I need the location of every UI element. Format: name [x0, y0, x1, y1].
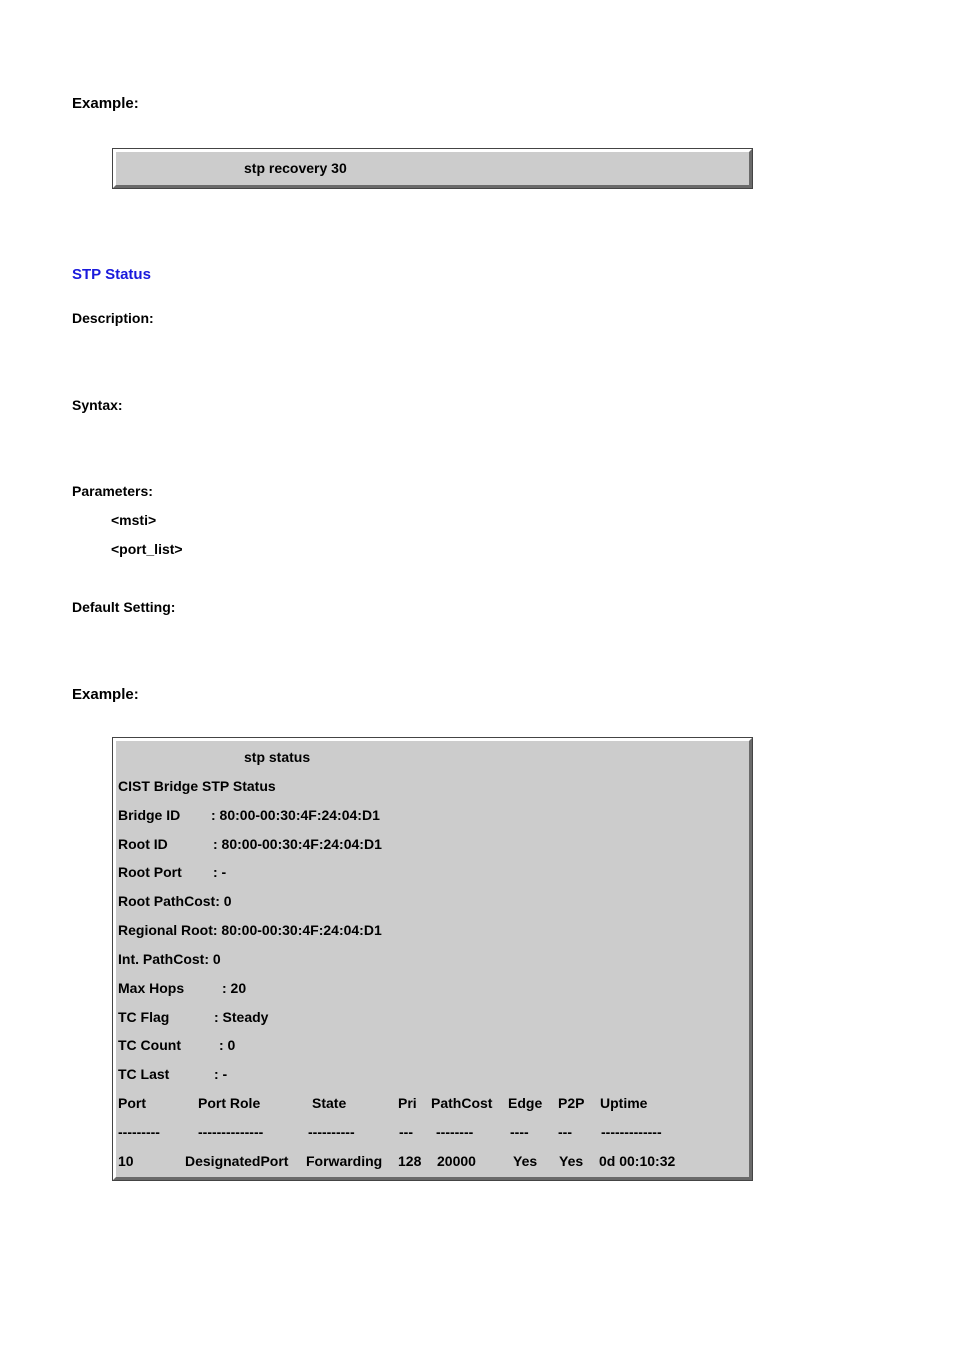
- section-title: STP Status: [72, 266, 151, 283]
- regional-root: Regional Root: 80:00-00:30:4F:24:04:D1: [118, 922, 382, 938]
- tc-last-value: : -: [214, 1066, 228, 1082]
- cell-port-role: DesignatedPort: [185, 1153, 289, 1169]
- col-uptime: Uptime: [600, 1095, 648, 1111]
- cell-port: 10: [118, 1153, 134, 1169]
- cell-uptime: 0d 00:10:32: [599, 1153, 676, 1169]
- col-port-role: Port Role: [198, 1095, 261, 1111]
- root-pathcost: Root PathCost: 0: [118, 893, 232, 909]
- tc-flag-key: TC Flag: [118, 1009, 170, 1025]
- max-hops-value: : 20: [222, 980, 247, 996]
- dash-port: ---------: [118, 1124, 160, 1140]
- command-output-box: [113, 738, 752, 1180]
- col-p2p: P2P: [558, 1095, 585, 1111]
- col-pathcost: PathCost: [431, 1095, 493, 1111]
- description-label: Description:: [72, 310, 154, 326]
- command-text: stp recovery 30: [244, 160, 347, 176]
- root-id-value: : 80:00-00:30:4F:24:04:D1: [213, 836, 382, 852]
- parameter-port-list: <port_list>: [111, 541, 183, 557]
- default-setting-label: Default Setting:: [72, 599, 176, 615]
- tc-flag-value: : Steady: [214, 1009, 269, 1025]
- col-edge: Edge: [508, 1095, 543, 1111]
- bridge-id-value: : 80:00-00:30:4F:24:04:D1: [211, 807, 380, 823]
- dash-port-role: --------------: [198, 1124, 264, 1140]
- dash-uptime: -------------: [601, 1124, 662, 1140]
- syntax-label: Syntax:: [72, 397, 123, 413]
- root-port-value: : -: [213, 864, 227, 880]
- root-port-key: Root Port: [118, 864, 182, 880]
- tc-count-value: : 0: [219, 1037, 236, 1053]
- dash-pathcost: --------: [436, 1124, 474, 1140]
- cell-pathcost: 20000: [437, 1153, 476, 1169]
- root-id-key: Root ID: [118, 836, 168, 852]
- tc-last-key: TC Last: [118, 1066, 170, 1082]
- example-heading: Example:: [72, 95, 139, 112]
- tc-count-key: TC Count: [118, 1037, 181, 1053]
- cell-pri: 128: [398, 1153, 422, 1169]
- example-heading: Example:: [72, 686, 139, 703]
- command-text: stp status: [244, 749, 311, 765]
- bridge-id-key: Bridge ID: [118, 807, 181, 823]
- dash-p2p: ---: [558, 1124, 572, 1140]
- dash-pri: ---: [399, 1124, 413, 1140]
- output-title: CIST Bridge STP Status: [118, 778, 276, 794]
- parameters-label: Parameters:: [72, 483, 153, 499]
- parameter-msti: <msti>: [111, 512, 157, 528]
- col-port: Port: [118, 1095, 146, 1111]
- dash-state: ----------: [308, 1124, 355, 1140]
- max-hops-key: Max Hops: [118, 980, 185, 996]
- col-pri: Pri: [398, 1095, 417, 1111]
- cell-edge: Yes: [513, 1153, 538, 1169]
- col-state: State: [312, 1095, 347, 1111]
- cell-p2p: Yes: [559, 1153, 584, 1169]
- command-box: [113, 149, 752, 188]
- cell-state: Forwarding: [306, 1153, 383, 1169]
- int-pathcost: Int. PathCost: 0: [118, 951, 221, 967]
- dash-edge: ----: [510, 1124, 529, 1140]
